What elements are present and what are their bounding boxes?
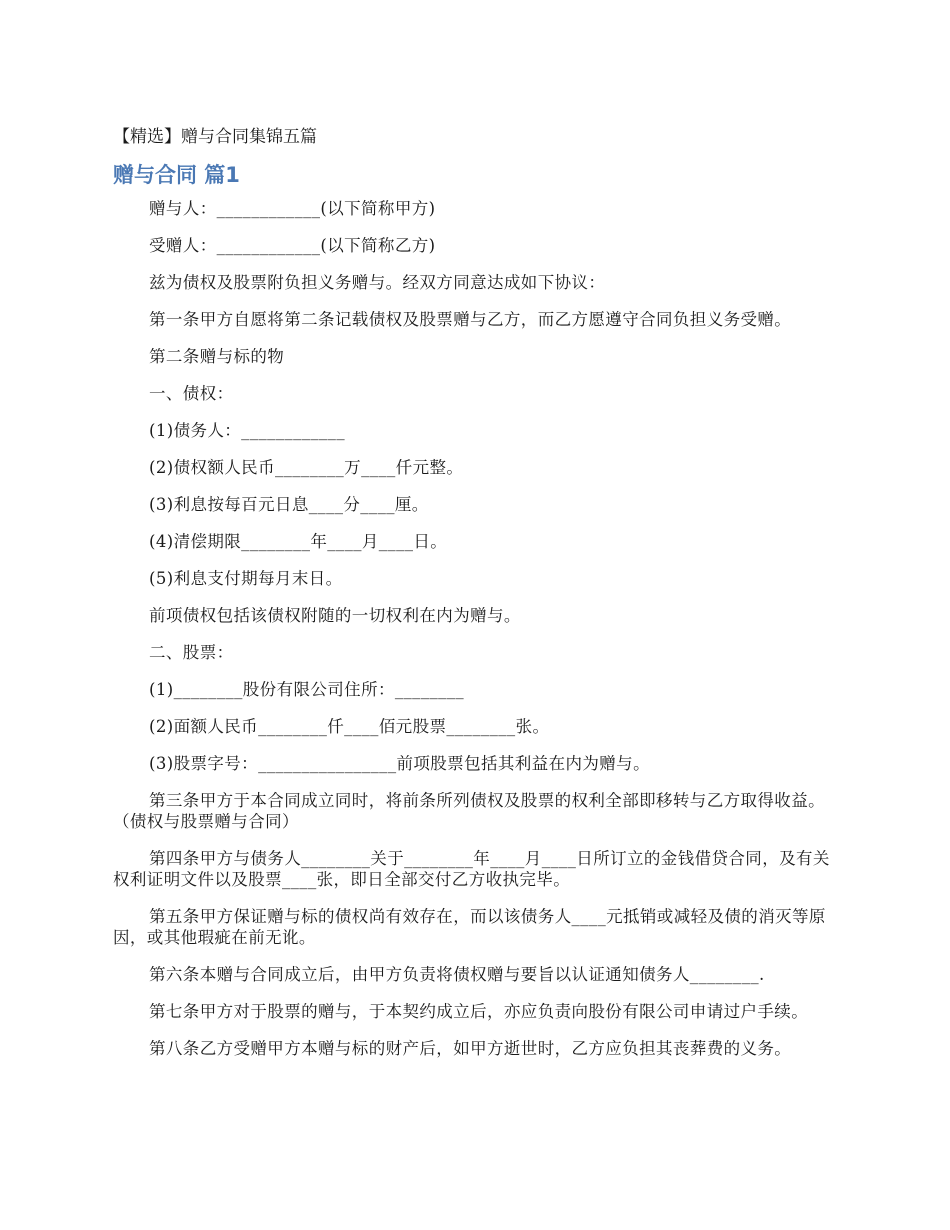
paragraph-claims-heading: 一、债权： xyxy=(149,384,234,403)
paragraph-stocks-heading: 二、股票： xyxy=(149,643,234,662)
paragraph-article-6: 第六条本赠与合同成立后，由甲方负责将债权赠与要旨以认证通知债务人________. xyxy=(149,965,765,984)
paragraph-article-2: 第二条赠与标的物 xyxy=(149,347,285,366)
document-body xyxy=(113,124,833,1075)
paragraph-preamble: 兹为债权及股票附负担义务赠与。经双方同意达成如下协议： xyxy=(149,273,606,292)
paragraph-claim-note: 前项债权包括该债权附随的一切权利在内为赠与。 xyxy=(149,606,521,625)
paragraph-claim-item-5: (5)利息支付期每月末日。 xyxy=(149,569,343,588)
paragraph-article-1: 第一条甲方自愿将第二条记载债权及股票赠与乙方，而乙方愿遵守合同负担义务受赠。 xyxy=(149,310,792,329)
paragraph-stock-item-1: (1)________股份有限公司住所：________ xyxy=(149,680,465,699)
section-heading: 赠与合同 篇1 xyxy=(113,163,240,187)
paragraph-article-4: 第四条甲方与债务人________关于________年____月____日所订立的金钱借贷合同，及有关权利证明文件以及股票____张，即日全部交付乙方收执完毕。 xyxy=(113,849,830,889)
paragraph-claim-item-2: (2)债权额人民币________万____仟元整。 xyxy=(149,458,464,477)
paragraph-claim-item-3: (3)利息按每百元日息____分____厘。 xyxy=(149,495,429,514)
paragraph-article-3: 第三条甲方于本合同成立同时，将前条所列债权及股票的权利全部即移转与乙方取得收益。（债权与股票赠与合同） xyxy=(113,791,825,831)
document-title: 【精选】赠与合同集锦五篇 xyxy=(113,127,317,147)
paragraph-stock-item-3: (3)股票字号：________________前项股票包括其利益在内为赠与。 xyxy=(149,754,650,773)
paragraph-article-8: 第八条乙方受赠甲方本赠与标的财产后，如甲方逝世时，乙方应负担其丧葬费的义务。 xyxy=(149,1039,792,1058)
paragraph-stock-item-2: (2)面额人民币________仟____佰元股票________张。 xyxy=(149,717,550,736)
paragraph-donee: 受赠人：____________(以下简称乙方) xyxy=(149,236,436,255)
paragraph-article-5: 第五条甲方保证赠与标的债权尚有效存在，而以该债务人____元抵销或减轻及债的消灭等原因，或其他瑕疵在前无讹。 xyxy=(113,907,826,947)
paragraph-article-7: 第七条甲方对于股票的赠与，于本契约成立后，亦应负责向股份有限公司申请过户手续。 xyxy=(149,1002,809,1021)
paragraph-claim-item-1: (1)债务人：____________ xyxy=(149,421,345,440)
paragraph-claim-item-4: (4)清偿期限________年____月____日。 xyxy=(149,532,448,551)
paragraph-donor: 赠与人：____________(以下简称甲方) xyxy=(149,199,436,218)
